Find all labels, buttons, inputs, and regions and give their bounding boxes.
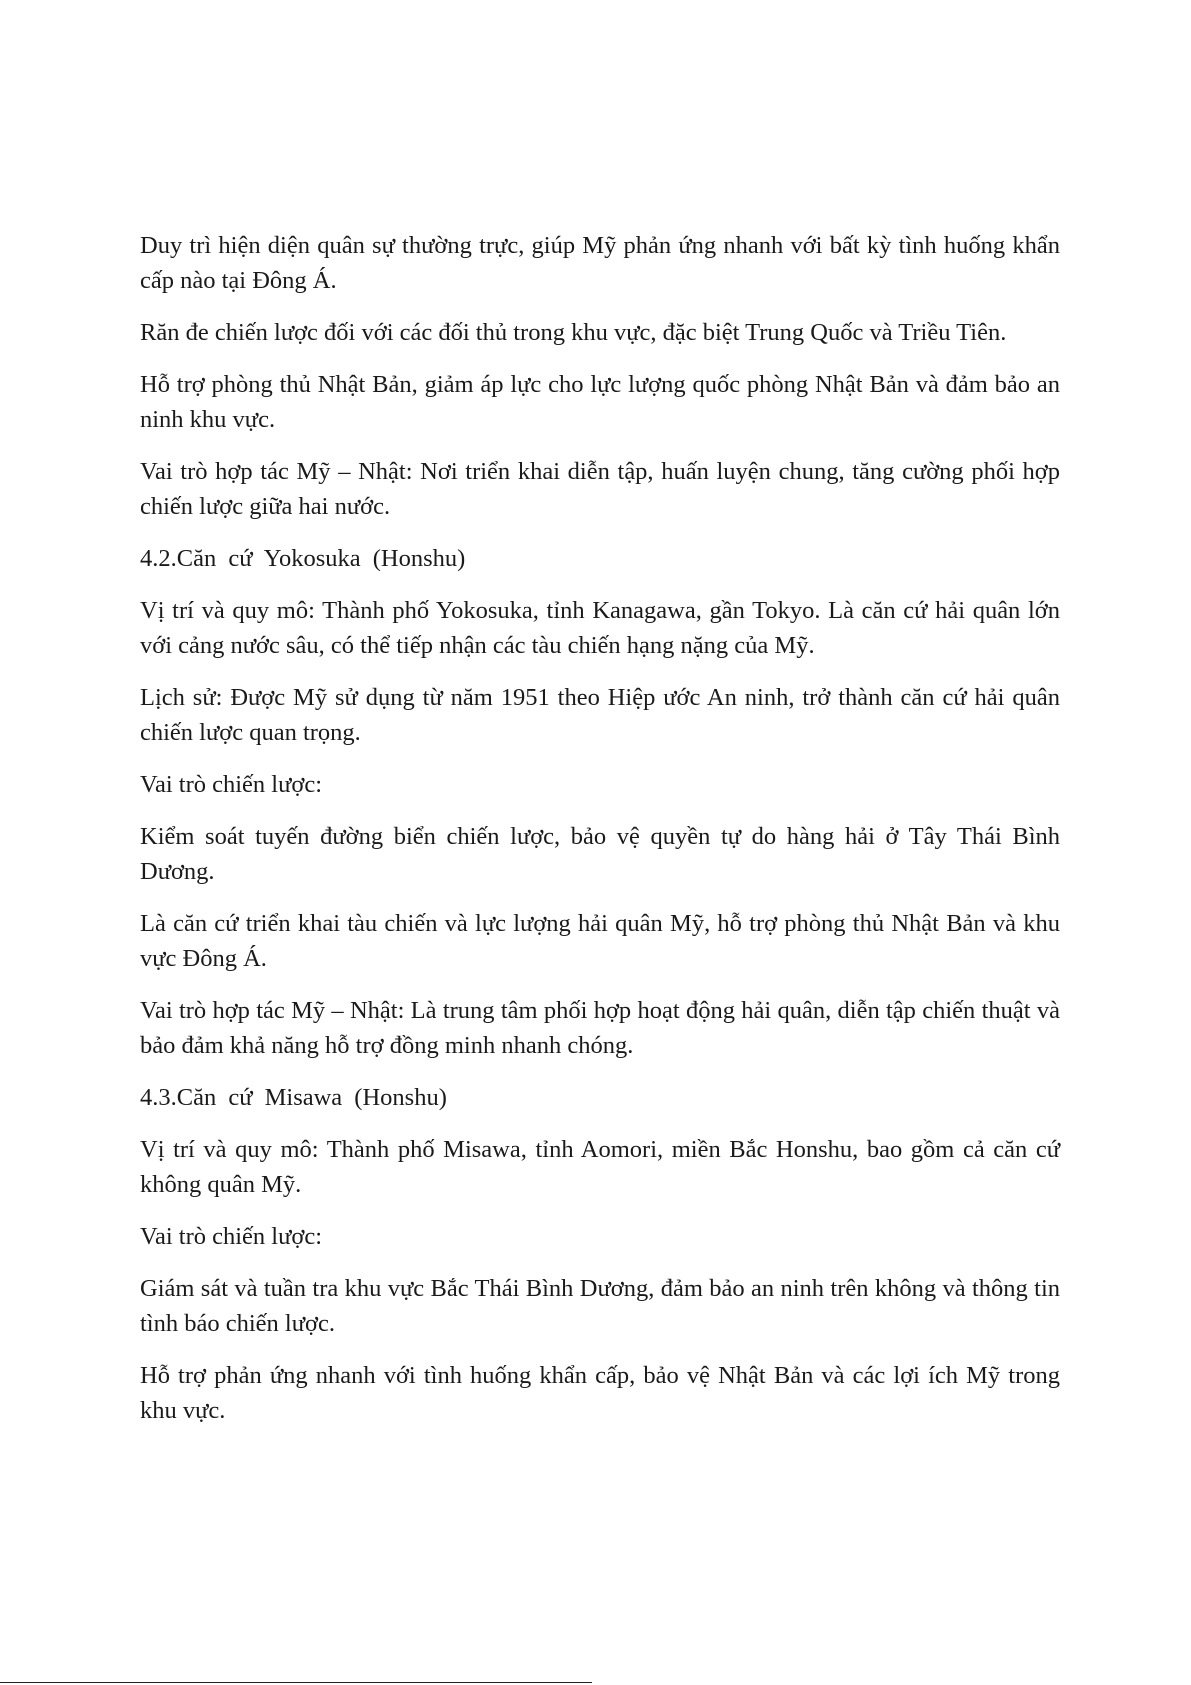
paragraph-defense-support: Hỗ trợ phòng thủ Nhật Bản, giảm áp lực cho lực lượng quốc phòng Nhật Bản và đảm bảo an ninh khu vực. xyxy=(140,371,1060,433)
paragraph-yokosuka-location: Vị trí và quy mô: Thành phố Yokosuka, tỉnh Kanagawa, gần Tokyo. Là căn cứ hải quân lớn với cảng nước sâu, có thể tiếp nhận các tàu chiến hạng nặng của Mỹ. xyxy=(140,597,1060,659)
label-strategic-role-misawa: Vai trò chiến lược: xyxy=(140,1223,323,1250)
document-page xyxy=(140,228,1060,1445)
paragraph-naval-deployment: Là căn cứ triển khai tàu chiến và lực lượng hải quân Mỹ, hỗ trợ phòng thủ Nhật Bản và khu vực Đông Á. xyxy=(140,910,1060,972)
paragraph-deterrence: Răn đe chiến lược đối với các đối thủ trong khu vực, đặc biệt Trung Quốc và Triều Tiên. xyxy=(140,319,1007,346)
paragraph-rapid-response: Hỗ trợ phản ứng nhanh với tình huống khẩn cấp, bảo vệ Nhật Bản và các lợi ích Mỹ trong khu vực. xyxy=(140,1362,1060,1424)
paragraph-cooperation-role: Vai trò hợp tác Mỹ – Nhật: Nơi triển khai diễn tập, huấn luyện chung, tăng cường phối hợp chiến lược giữa hai nước. xyxy=(140,458,1060,520)
footnote-divider xyxy=(0,1682,592,1683)
section-heading-yokosuka: 4.2.Căn cứ Yokosuka (Honshu) xyxy=(140,545,466,572)
paragraph-permanent-presence: Duy trì hiện diện quân sự thường trực, giúp Mỹ phản ứng nhanh với bất kỳ tình huống khẩn cấp nào tại Đông Á. xyxy=(140,232,1060,294)
paragraph-surveillance: Giám sát và tuần tra khu vực Bắc Thái Bình Dương, đảm bảo an ninh trên không và thông tin tình báo chiến lược. xyxy=(140,1275,1060,1337)
paragraph-yokosuka-cooperation: Vai trò hợp tác Mỹ – Nhật: Là trung tâm phối hợp hoạt động hải quân, diễn tập chiến thuật và bảo đảm khả năng hỗ trợ đồng minh nhanh chóng. xyxy=(140,997,1060,1059)
paragraph-sea-lane-control: Kiểm soát tuyến đường biển chiến lược, bảo vệ quyền tự do hàng hải ở Tây Thái Bình Dương. xyxy=(140,823,1060,885)
label-strategic-role: Vai trò chiến lược: xyxy=(140,771,323,798)
section-heading-misawa: 4.3.Căn cứ Misawa (Honshu) xyxy=(140,1084,447,1111)
paragraph-yokosuka-history: Lịch sử: Được Mỹ sử dụng từ năm 1951 theo Hiệp ước An ninh, trở thành căn cứ hải quân chiến lược quan trọng. xyxy=(140,684,1060,746)
paragraph-misawa-location: Vị trí và quy mô: Thành phố Misawa, tỉnh Aomori, miền Bắc Honshu, bao gồm cả căn cứ không quân Mỹ. xyxy=(140,1136,1060,1198)
